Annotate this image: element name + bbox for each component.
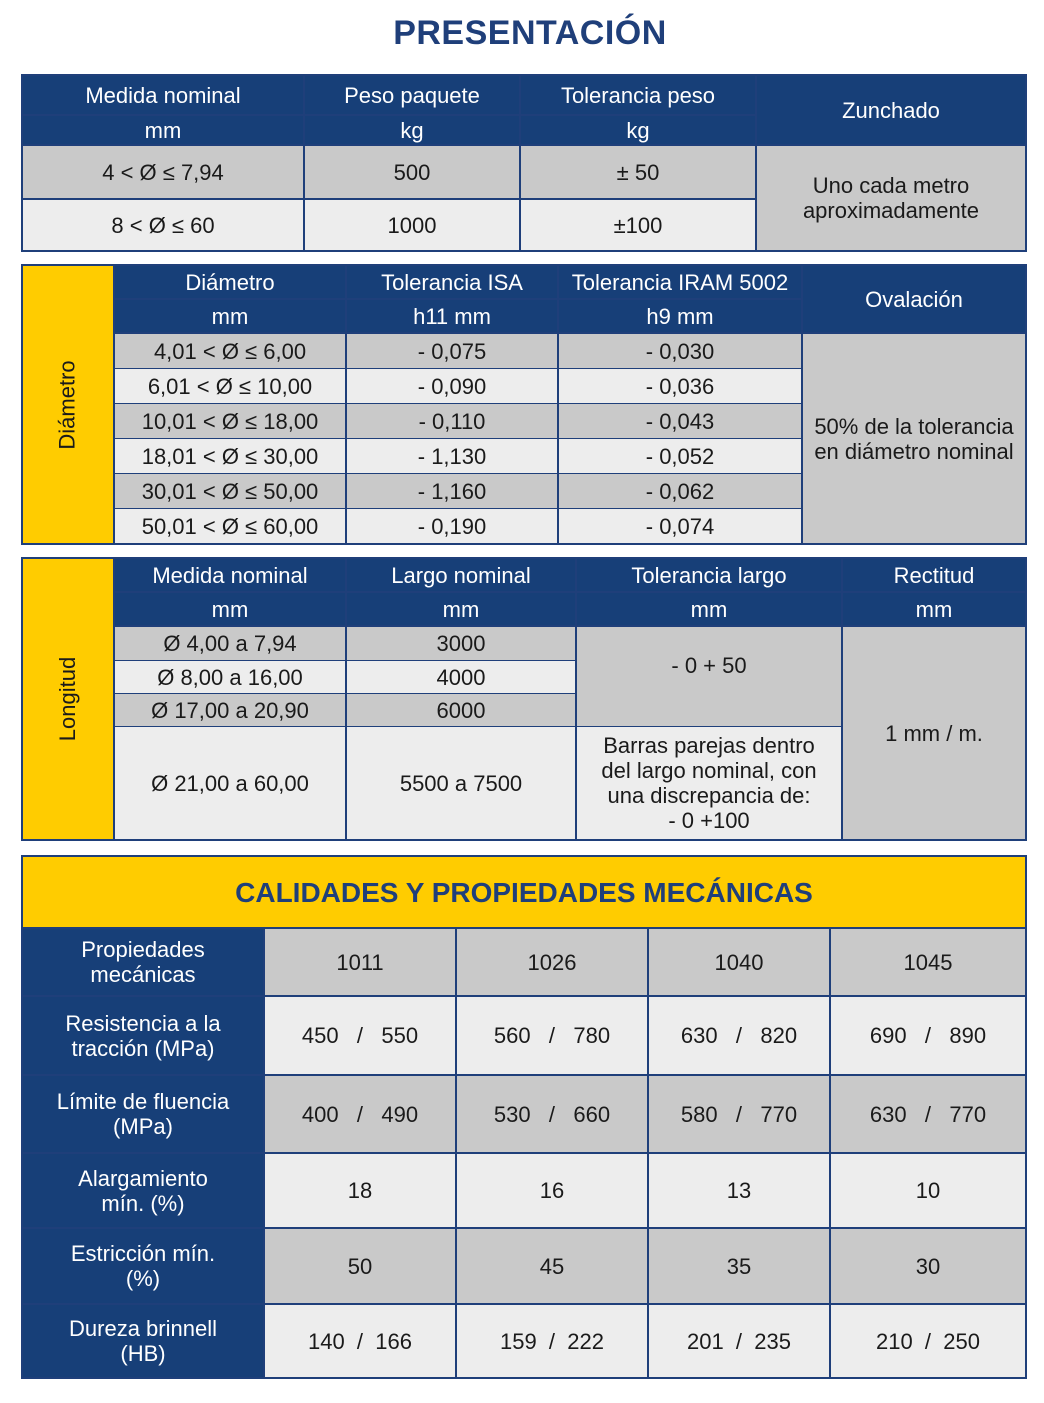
ovalacion-value: 50% de la tolerancia en diámetro nominal <box>803 334 1025 543</box>
table-cell: - 0,090 <box>347 369 557 403</box>
table-cell: - 1,130 <box>347 439 557 473</box>
row-label-limite: Límite de fluencia (MPa) <box>23 1076 263 1152</box>
table-cell: 450 / 550 <box>265 997 455 1074</box>
header-ovalacion: Ovalación <box>803 266 1025 332</box>
table-cell: Ø 8,00 a 16,00 <box>115 661 345 693</box>
table-cell: - 0,052 <box>559 439 801 473</box>
row-label-resistencia: Resistencia a la tracción (MPa) <box>23 997 263 1074</box>
table-cell: - 0,030 <box>559 334 801 368</box>
table-cell: - 1,160 <box>347 474 557 508</box>
side-label-diametro: Diámetro <box>23 266 113 543</box>
table-cell: 4000 <box>347 661 575 693</box>
table-cell: 5500 a 7500 <box>347 727 575 839</box>
table-cell: - 0,036 <box>559 369 801 403</box>
longitud-table <box>21 557 1027 841</box>
table-cell: 35 <box>649 1229 829 1303</box>
grade-1040: 1040 <box>649 929 829 995</box>
table-cell: 210 / 250 <box>831 1305 1025 1377</box>
row-label-estriccion: Estricción mín. (%) <box>23 1229 263 1303</box>
unit-mm: mm <box>577 593 841 625</box>
header-tolerancia-peso: Tolerancia peso <box>521 76 755 114</box>
calidades-title: CALIDADES Y PROPIEDADES MECÁNICAS <box>23 857 1025 927</box>
table-cell: 6,01 < Ø ≤ 10,00 <box>115 369 345 403</box>
header-tolerancia-isa: Tolerancia ISA <box>347 266 557 298</box>
table-cell: 1000 <box>305 200 519 250</box>
table-cell: 18 <box>265 1154 455 1227</box>
unit-h11: h11 mm <box>347 300 557 332</box>
row-label-alargamiento: Alargamiento mín. (%) <box>23 1154 263 1227</box>
table-cell: 50 <box>265 1229 455 1303</box>
row-label-dureza: Dureza brinnell (HB) <box>23 1305 263 1377</box>
unit-mm: mm <box>115 300 345 332</box>
table-cell: 6000 <box>347 694 575 726</box>
unit-mm: mm <box>347 593 575 625</box>
diametro-table <box>21 264 1027 545</box>
tolerancia-largo-value: - 0 + 50 <box>577 627 841 726</box>
propiedades-header: Propiedades mecánicas <box>23 929 263 995</box>
table-cell: 560 / 780 <box>457 997 647 1074</box>
table-cell: - 0,062 <box>559 474 801 508</box>
calidades-table <box>21 855 1027 1379</box>
table-cell: 10,01 < Ø ≤ 18,00 <box>115 404 345 438</box>
unit-h9: h9 mm <box>559 300 801 332</box>
header-largo-nominal: Largo nominal <box>347 559 575 591</box>
zunchado-value: Uno cada metro aproximadamente <box>757 146 1025 250</box>
table-cell: - 0,074 <box>559 509 801 543</box>
table-cell: 45 <box>457 1229 647 1303</box>
unit-mm: mm <box>23 116 303 144</box>
header-zunchado: Zunchado <box>757 76 1025 144</box>
table-cell: 630 / 770 <box>831 1076 1025 1152</box>
table-cell: 500 <box>305 146 519 198</box>
table-cell: 530 / 660 <box>457 1076 647 1152</box>
unit-kg: kg <box>305 116 519 144</box>
table-cell: 30 <box>831 1229 1025 1303</box>
table-cell: Ø 4,00 a 7,94 <box>115 627 345 660</box>
rectitud-value: 1 mm / m. <box>843 627 1025 839</box>
header-rectitud: Rectitud <box>843 559 1025 591</box>
page-title: PRESENTACIÓN <box>393 14 667 52</box>
table-cell: 580 / 770 <box>649 1076 829 1152</box>
table-cell: - 0,110 <box>347 404 557 438</box>
table-cell: 16 <box>457 1154 647 1227</box>
table-cell: 400 / 490 <box>265 1076 455 1152</box>
table-cell: 13 <box>649 1154 829 1227</box>
table-cell: 50,01 < Ø ≤ 60,00 <box>115 509 345 543</box>
grade-1011: 1011 <box>265 929 455 995</box>
tolerancia-largo-note: Barras parejas dentro del largo nominal, con una discrepancia de: - 0 +100 <box>577 727 841 839</box>
table-cell: 690 / 890 <box>831 997 1025 1074</box>
table-cell: 201 / 235 <box>649 1305 829 1377</box>
table-cell: Ø 21,00 a 60,00 <box>115 727 345 839</box>
grade-1026: 1026 <box>457 929 647 995</box>
table-cell: 10 <box>831 1154 1025 1227</box>
header-tolerancia-iram: Tolerancia IRAM 5002 <box>559 266 801 298</box>
table-cell: 140 / 166 <box>265 1305 455 1377</box>
table-cell: ± 50 <box>521 146 755 198</box>
header-diametro: Diámetro <box>115 266 345 298</box>
table-cell: 4,01 < Ø ≤ 6,00 <box>115 334 345 368</box>
table-cell: 4 < Ø ≤ 7,94 <box>23 146 303 198</box>
table-cell: 159 / 222 <box>457 1305 647 1377</box>
table-cell: - 0,075 <box>347 334 557 368</box>
unit-kg: kg <box>521 116 755 144</box>
presentacion-table <box>21 74 1027 252</box>
table-cell: - 0,190 <box>347 509 557 543</box>
header-medida-nominal: Medida nominal <box>23 76 303 114</box>
table-cell: 630 / 820 <box>649 997 829 1074</box>
header-peso-paquete: Peso paquete <box>305 76 519 114</box>
table-cell: 30,01 < Ø ≤ 50,00 <box>115 474 345 508</box>
table-cell: 8 < Ø ≤ 60 <box>23 200 303 250</box>
grade-1045: 1045 <box>831 929 1025 995</box>
header-tolerancia-largo: Tolerancia largo <box>577 559 841 591</box>
table-cell: Ø 17,00 a 20,90 <box>115 694 345 726</box>
unit-mm: mm <box>843 593 1025 625</box>
table-cell: 3000 <box>347 627 575 660</box>
side-label-longitud: Longitud <box>23 559 113 839</box>
unit-mm: mm <box>115 593 345 625</box>
table-cell: ±100 <box>521 200 755 250</box>
header-medida-nominal: Medida nominal <box>115 559 345 591</box>
table-cell: 18,01 < Ø ≤ 30,00 <box>115 439 345 473</box>
table-cell: - 0,043 <box>559 404 801 438</box>
